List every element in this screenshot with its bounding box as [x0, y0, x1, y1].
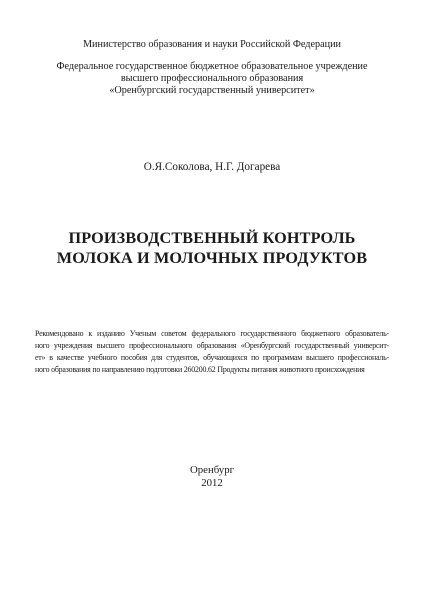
- book-title-line-1: ПРОИЗВОДСТВЕННЫЙ КОНТРОЛЬ: [68, 229, 356, 247]
- recommendation-line-1: Рекомендовано к изданию Ученым советом федерального государственного бюджетного образователь-: [35, 329, 389, 338]
- recommendation-line-3: ет» в качестве учебного пособия для студентов, обучающихся по программам высшего профессиональ-: [35, 353, 389, 362]
- book-title-line-2: МОЛОКА И МОЛОЧНЫХ ПРОДУКТОВ: [56, 249, 368, 267]
- recommendation-line-2: ного учреждения высшего профессионального образования «Оренбургский государственный университ-: [35, 341, 389, 350]
- publication-city: Оренбург: [189, 464, 235, 476]
- institution-line-3: «Оренбургский государственный университет»: [109, 85, 315, 96]
- authors: О.Я.Соколова, Н.Г. Догарева: [143, 161, 281, 173]
- ministry-name: Министерство образования и науки Российской Федерации: [82, 39, 341, 50]
- institution-line-1: Федеральное государственное бюджетное образовательное учреждение: [56, 61, 368, 72]
- institution-line-2: высшего профессионального образования: [120, 73, 304, 84]
- publication-year: 2012: [201, 477, 223, 489]
- recommendation-line-4: ного образования по направлению подготовки 260200.62 Продукты питания животного происхождения: [35, 365, 365, 374]
